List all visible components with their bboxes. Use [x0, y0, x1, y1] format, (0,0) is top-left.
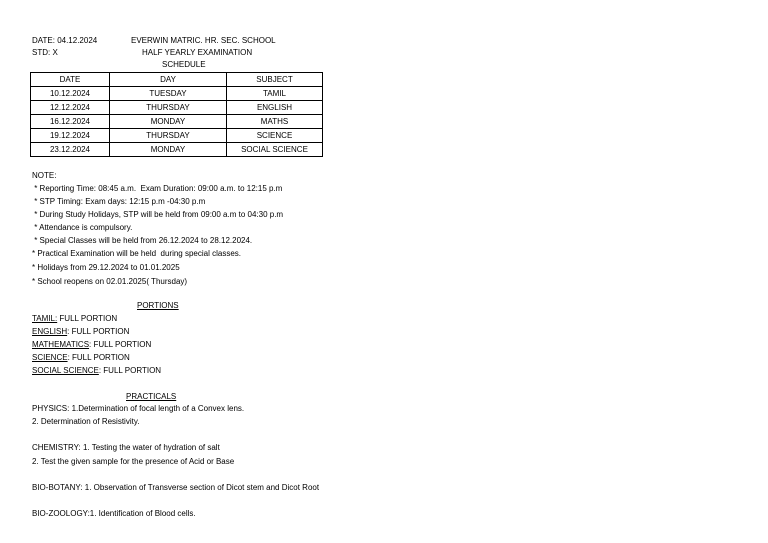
cell-day: THURSDAY — [110, 101, 227, 115]
physics-practical-2: 2. Determination of Resistivity. — [32, 417, 140, 426]
portion-subject: SCIENCE — [32, 353, 68, 362]
portions-title: PORTIONS — [137, 301, 179, 310]
cell-date: 12.12.2024 — [31, 101, 110, 115]
portion-subject: MATHEMATICS — [32, 340, 90, 349]
zoology-practical: BIO-ZOOLOGY:1. Identification of Blood cells. — [32, 509, 196, 518]
exam-date: DATE: 04.12.2024 — [32, 36, 98, 45]
table-row — [31, 101, 323, 115]
cell-subject: SCIENCE — [227, 129, 323, 143]
portion-row — [32, 327, 129, 337]
note-item: * Attendance is compulsory. — [32, 223, 133, 232]
schedule-table — [30, 72, 323, 157]
portion-subject: ENGLISH — [32, 327, 68, 336]
portion-value: : FULL PORTION — [67, 327, 130, 336]
portion-row — [32, 340, 151, 350]
note-item: * Practical Examination will be held during special classes. — [32, 249, 241, 258]
chemistry-practical-2: 2. Test the given sample for the presence of Acid or Base — [32, 457, 235, 466]
portion-row — [32, 314, 117, 324]
portion-subject: SOCIAL SCIENCE — [32, 366, 99, 375]
cell-day: TUESDAY — [110, 87, 227, 101]
note-item: * Holidays from 29.12.2024 to 01.01.2025 — [32, 263, 180, 272]
note-item: * School reopens on 02.01.2025( Thursday) — [32, 277, 188, 286]
table-row — [31, 129, 323, 143]
cell-date: 10.12.2024 — [31, 87, 110, 101]
cell-subject: SOCIAL SCIENCE — [227, 143, 323, 157]
table-row — [31, 87, 323, 101]
chemistry-practical-1: CHEMISTRY: 1. Testing the water of hydration of salt — [32, 443, 220, 452]
cell-day: MONDAY — [110, 115, 227, 129]
botany-practical: BIO-BOTANY: 1. Observation of Transverse section of Dicot stem and Dicot Root — [32, 483, 320, 492]
header-day: DAY — [110, 73, 227, 87]
school-name: EVERWIN MATRIC. HR. SEC. SCHOOL — [131, 36, 276, 45]
portion-value: : FULL PORTION — [98, 366, 162, 375]
schedule-title: SCHEDULE — [162, 60, 206, 69]
note-item: * Reporting Time: 08:45 a.m. Exam Duration: 09:00 a.m. to 12:15 p.m — [32, 184, 283, 193]
cell-subject: ENGLISH — [227, 101, 323, 115]
standard: STD: X — [32, 48, 58, 57]
physics-practical-1: PHYSICS: 1.Determination of focal length of a Convex lens. — [32, 404, 245, 413]
portion-value: : FULL PORTION — [67, 353, 130, 362]
table-row — [31, 115, 323, 129]
table-header-row — [31, 73, 323, 87]
cell-subject: MATHS — [227, 115, 323, 129]
portion-value: FULL PORTION — [57, 314, 118, 323]
header-date: DATE — [31, 73, 110, 87]
cell-subject: TAMIL — [227, 87, 323, 101]
cell-date: 16.12.2024 — [31, 115, 110, 129]
cell-day: THURSDAY — [110, 129, 227, 143]
cell-date: 19.12.2024 — [31, 129, 110, 143]
practicals-title: PRACTICALS — [126, 392, 177, 401]
exam-title: HALF YEARLY EXAMINATION — [142, 48, 253, 57]
note-item: * Special Classes will be held from 26.12.2024 to 28.12.2024. — [32, 236, 253, 245]
note-item: * STP Timing: Exam days: 12:15 p.m -04:30 p.m — [32, 197, 206, 206]
portion-row — [32, 353, 130, 363]
portion-value: : FULL PORTION — [89, 340, 152, 349]
note-title: NOTE: — [32, 171, 57, 180]
header-subject: SUBJECT — [227, 73, 323, 87]
cell-day: MONDAY — [110, 143, 227, 157]
table-row — [31, 143, 323, 157]
portion-row — [32, 366, 161, 376]
portion-subject: TAMIL: — [32, 314, 58, 323]
cell-date: 23.12.2024 — [31, 143, 110, 157]
note-item: * During Study Holidays, STP will be held from 09:00 a.m to 04:30 p.m — [32, 210, 284, 219]
